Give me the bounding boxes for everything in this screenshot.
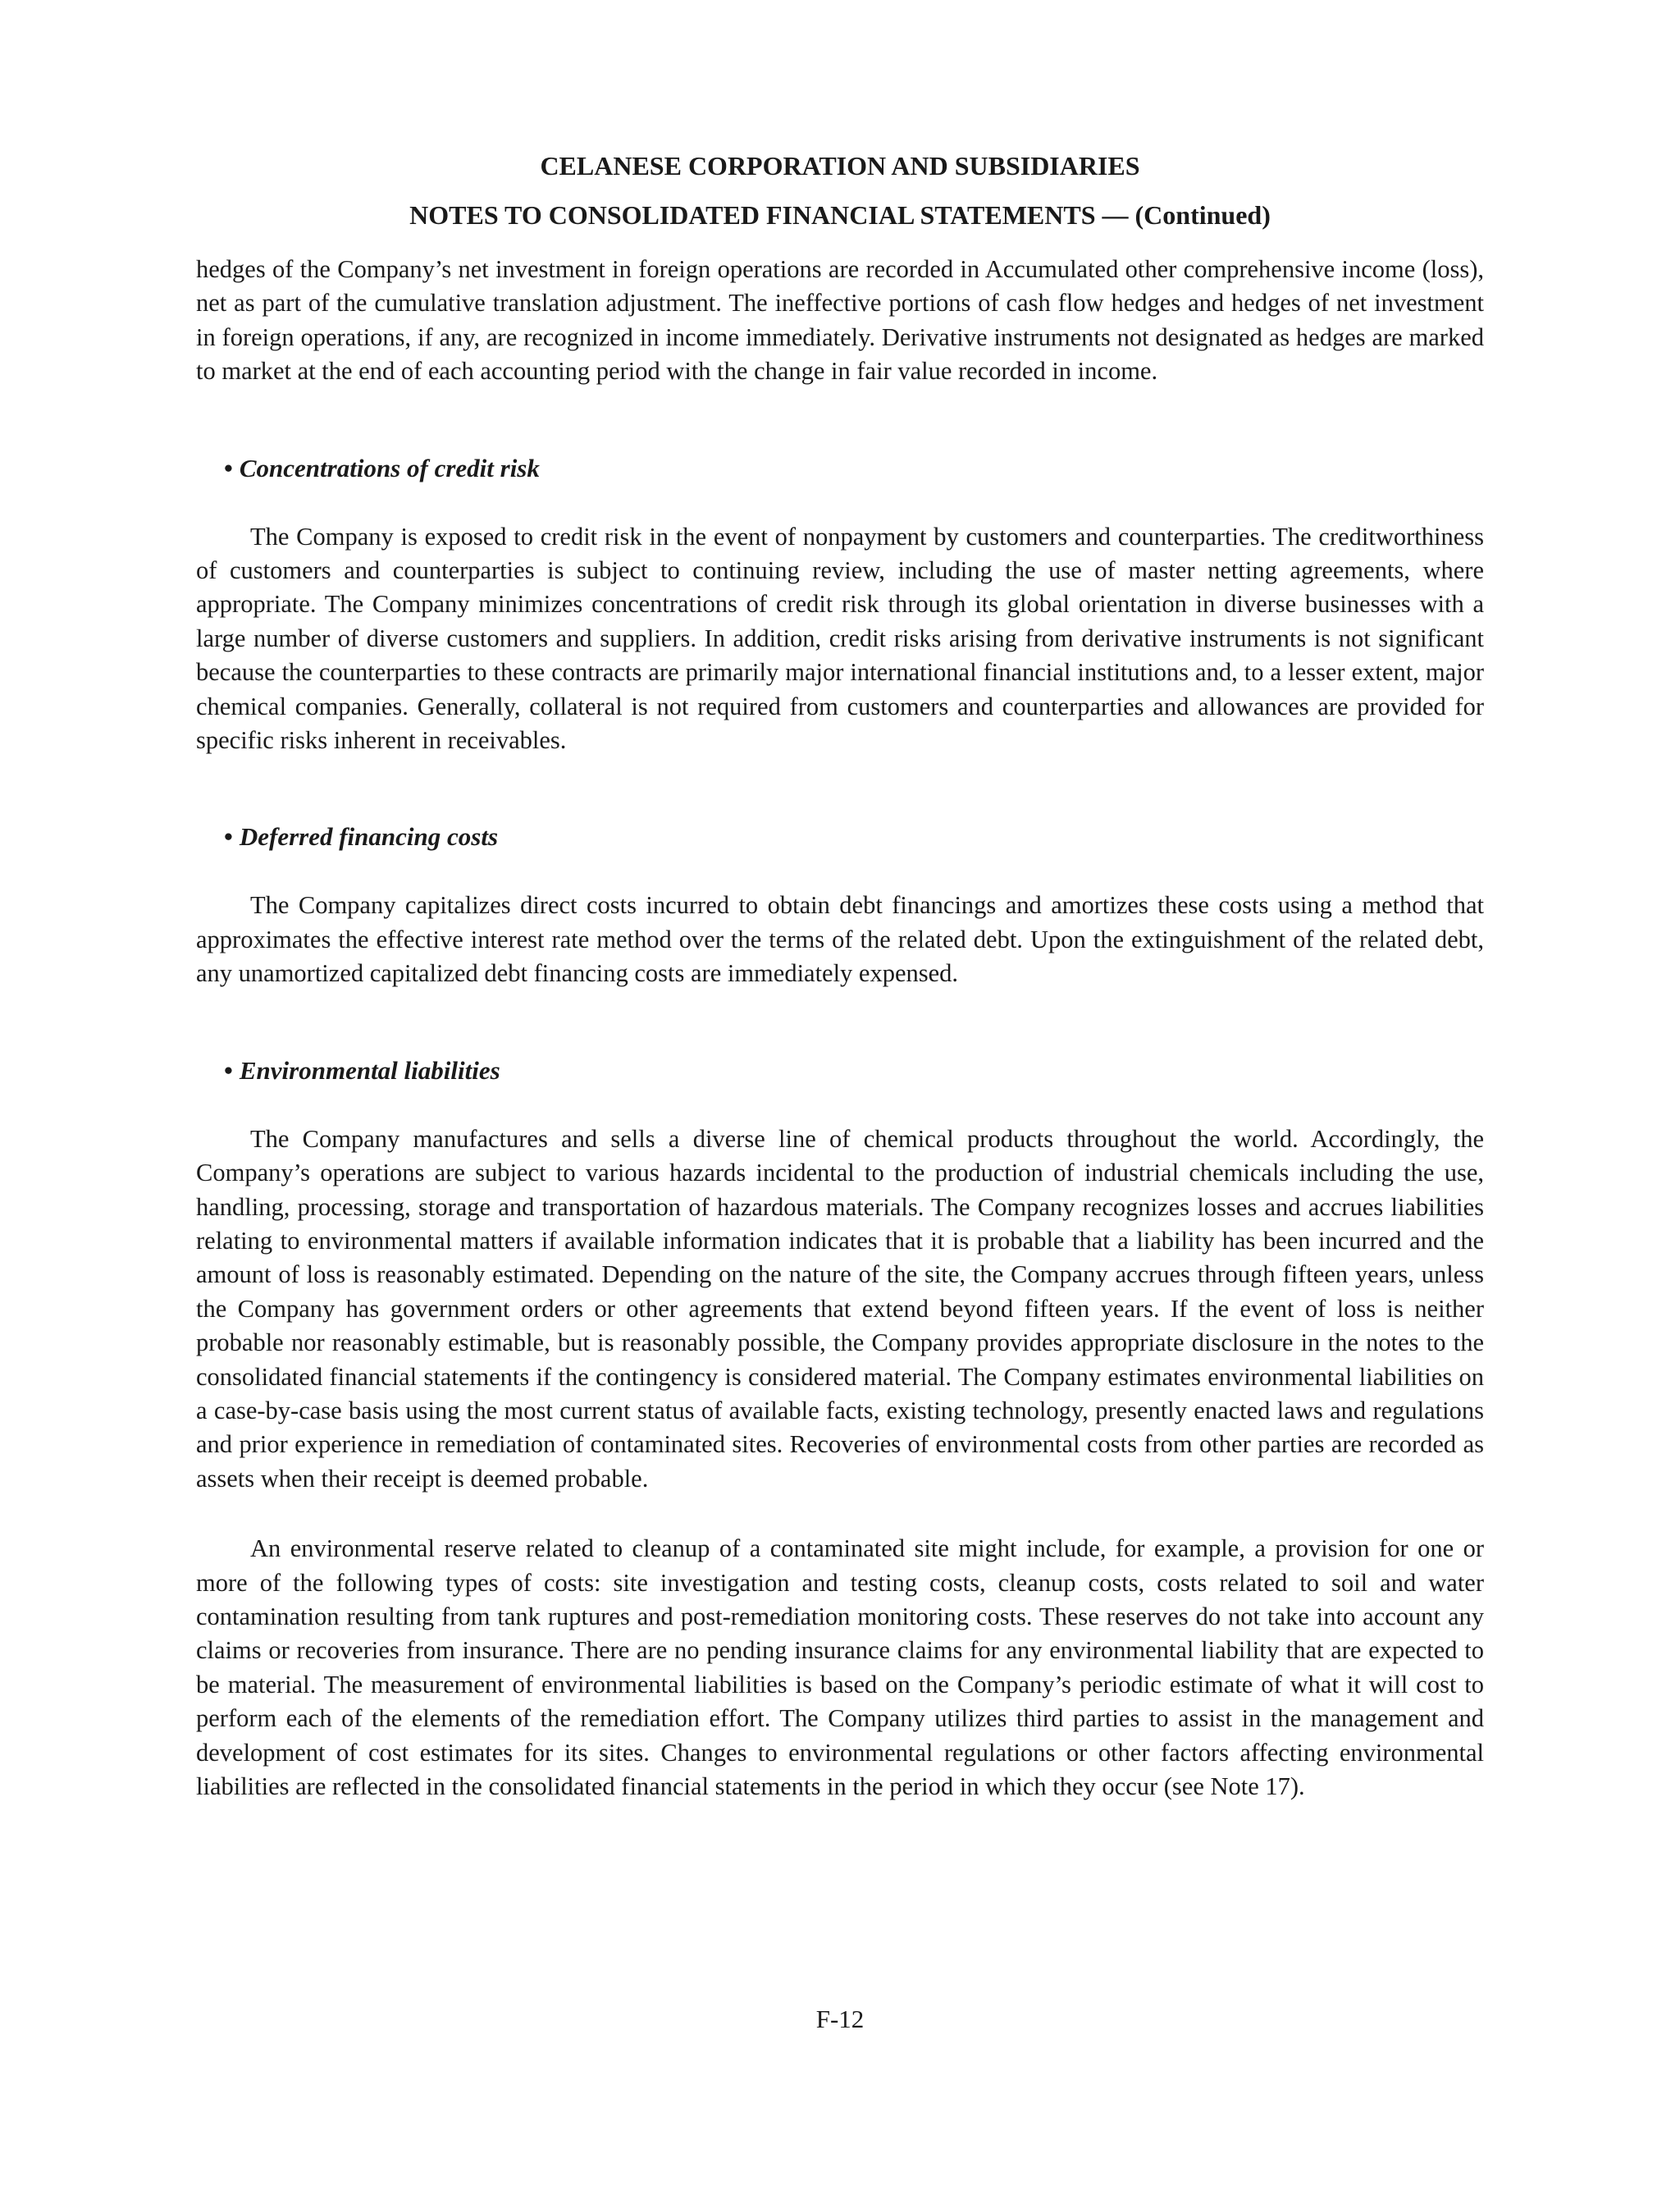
section-heading-label: Deferred financing costs	[239, 822, 499, 852]
section-heading-label: Environmental liabilities	[239, 1055, 500, 1085]
bullet-icon: •	[224, 822, 233, 852]
bullet-icon: •	[224, 453, 233, 482]
page-number: F-12	[815, 2005, 865, 2033]
notes-title: NOTES TO CONSOLIDATED FINANCIAL STATEMENTS — (Continued)	[409, 200, 1271, 230]
company-title: CELANESE CORPORATION AND SUBSIDIARIES	[540, 151, 1140, 181]
section-heading-credit-risk	[196, 451, 1484, 486]
environmental-paragraph-1: The Company manufactures and sells a diverse line of chemical products throughout the world. Accordingly, the Company’s operations are subject to various hazards incidental to the production of industrial chemicals including the use, handling, processing, storage and transportation of hazardous materials. The Company recognizes losses and accrues liabilities relating to environmental matters if available information indicates that it is probable that a liability has been incurred and the amount of loss is reasonably estimated. Depending on the nature of the site, the Company accrues through fifteen years, unless the Company has government orders or other agreements that extend beyond fifteen years. If the event of loss is neither probable nor reasonably estimable, but is reasonably possible, the Company provides appropriate disclosure in the notes to the consolidated financial statements if the contingency is considered material. The Company estimates environmental liabilities on a case-by-case basis using the most current status of available facts, existing technology, presently enacted laws and regulations and prior experience in remediation of contaminated sites. Recoveries of environmental costs from other parties are recorded as assets when their receipt is deemed probable.	[196, 1124, 1484, 1493]
bullet-icon: •	[224, 1055, 233, 1085]
deferred-financing-paragraph: The Company capitalizes direct costs incurred to obtain debt financings and amortizes these costs using a method that approximates the effective interest rate method over the terms of the related debt. Upon the extinguishment of the related debt, any unamortized capitalized debt financing costs are immediately expensed.	[196, 891, 1484, 988]
section-heading-environmental	[196, 1054, 1484, 1088]
section-heading-label: Concentrations of credit risk	[239, 453, 540, 482]
intro-paragraph: hedges of the Company’s net investment in foreign operations are recorded in Accumulated other comprehensive income (loss), net as part of the cumulative translation adjustment. The ineffective portions of cash flow hedges and hedges of net investment in foreign operations, if any, are recognized in income immediately. Derivative instruments not designated as hedges are marked to market at the end of each accounting period with the change in fair value recorded in income.	[196, 255, 1484, 386]
environmental-paragraph-2: An environmental reserve related to cleanup of a contaminated site might include, for example, a provision for one or more of the following types of costs: site investigation and testing costs, cleanup costs, costs related to soil and water contamination resulting from tank ruptures and post-remediation monitoring costs. These reserves do not take into account any claims or recoveries from insurance. There are no pending insurance claims for any environmental liability that are expected to be material. The measurement of environmental liabilities is based on the Company’s periodic estimate of what it will cost to perform each of the elements of the remediation effort. The Company utilizes third parties to assist in the management and development of cost estimates for its sites. Changes to environmental regulations or other factors affecting environmental liabilities are reflected in the consolidated financial statements in the period in which they occur (see Note 17).	[196, 1534, 1484, 1800]
section-heading-deferred-financing	[196, 820, 1484, 854]
credit-risk-paragraph: The Company is exposed to credit risk in the event of nonpayment by customers and counterparties. The creditworthiness of customers and counterparties is subject to continuing review, including the use of master netting agreements, where appropriate. The Company minimizes concentrations of credit risk through its global orientation in diverse businesses with a large number of diverse customers and suppliers. In addition, credit risks arising from derivative instruments is not significant because the counterparties to these contracts are primarily major international financial institutions and, to a lesser extent, major chemical companies. Generally, collateral is not required from customers and counterparties and allowances are provided for specific risks inherent in receivables.	[196, 522, 1484, 755]
document-page	[196, 148, 1484, 1804]
